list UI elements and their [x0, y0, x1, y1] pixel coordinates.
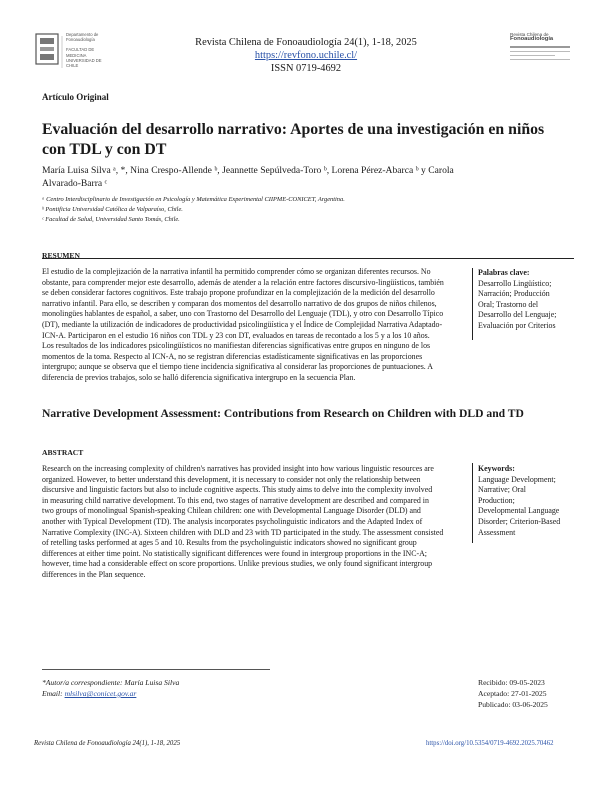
- date-received: Recibido: 09-05-2023: [478, 678, 545, 687]
- keyword: Assessment: [478, 527, 516, 537]
- authors-line: María Luisa Silva ᵃ, *, Nina Crespo-Allende ᵇ, Jeannette Sepúlveda-Toro ᵇ, Lorena Pérez-Abarca ᵇ y Carola: [42, 165, 454, 176]
- article-title: Evaluación del desarrollo narrativo: Aportes de una investigación en niños con TDL y con DT: [42, 121, 545, 158]
- resumen-heading: RESUMEN: [42, 251, 80, 260]
- abstract-line: differences at either time point. No statistically significant differences were found in intergroup proportions in the INC-A;: [42, 548, 428, 558]
- article-type: Artículo Original: [42, 92, 109, 102]
- affiliation: ᶜ Facultad de Salud, Universidad Santo Tomás, Chile.: [42, 216, 180, 223]
- journal-logo: [510, 32, 578, 72]
- email-link[interactable]: mlsilva@conicet.gov.ar: [64, 689, 137, 698]
- abstract-line: se deben considerar factores cognitivos. Este trabajo propone profundizar en la complejización de la medición del desarrollo: [42, 288, 435, 298]
- keyword: Developmental Language: [478, 506, 560, 516]
- article-dates: [478, 677, 548, 710]
- footer-journal: Revista Chilena de Fonoaudiología 24(1), 1-18, 2025: [34, 740, 181, 747]
- abstract-heading: ABSTRACT: [42, 448, 84, 457]
- keywords-title: Palabras clave:: [478, 268, 530, 277]
- journal-name: Revista Chilena de Fonoaudiología 24(1), 1-18, 2025: [195, 37, 417, 48]
- keywords-divider: [472, 463, 473, 543]
- abstract-line: diferencia de previos trabajos, solo se halló diferencia significativa intergrupo en la secuencia Plan.: [42, 372, 356, 382]
- abstract-line: momentos de la toma. Respecto al ICN-A, no se registran diferencias estadísticamente significativas en las proporciones: [42, 351, 423, 361]
- section-divider: [42, 258, 574, 259]
- abstract-line: (DT), mediante la utilización de indicadores de productividad psicolingüística y el Índice de Complejidad Narrativa Adaptado-: [42, 319, 443, 329]
- abstract-line: obstante, para comprender mejor este desarrollo, además de atender a la relación entre factores discursivo-lingüísticos, también: [42, 277, 444, 287]
- logo-line: Fonoaudiología: [66, 37, 95, 43]
- abstract-line: discursive and linguistic factors but also to include cognitive aspects. This study aims to delve into the complexity involved: [42, 485, 433, 495]
- abstract-line: however, time had a considerable effect on score proportions. Unlike previous studies, we only found significant intergroup: [42, 559, 433, 569]
- authors-line: Alvarado-Barra ᶜ: [42, 178, 108, 189]
- abstract-line: Research on the increasing complexity of children's narratives has provided insight into how various linguistic resources are: [42, 464, 434, 473]
- journal-issn: ISSN 0719-4692: [270, 63, 342, 74]
- keywords-box: [478, 464, 574, 538]
- abstract-line: Los resultados de los indicadores psicolingüísticos no manifiestan diferencias significativas entre grupos en ninguno de los: [42, 341, 431, 351]
- abstract-line: ICN-A. Participaron en el estudio 16 niños con TDL y 23 con DT, evaluados en tareas de recontado a los 5 y a los 10 años.: [42, 330, 430, 340]
- palabras-clave-box: [478, 268, 574, 332]
- abstract-line: El estudio de la complejización de la narrativa infantil ha permitido comprender cómo se organizan diferentes recursos. No: [42, 267, 431, 276]
- abstract-line: differences in the Plan sequence.: [42, 569, 146, 579]
- keyword: Oral; Trastorno del: [478, 299, 539, 309]
- abstract-line: of retelling tasks performed at ages 5 and 10. Results from the psycholinguistic indicators showed no significant group: [42, 538, 417, 548]
- date-accepted: Aceptado: 27-01-2025: [478, 689, 547, 698]
- english-title: Narrative Development Assessment: Contributions from Research on Children with DLD and TD: [42, 407, 524, 420]
- abstract-line: intergrupo; aunque se observa que el tiempo tiene incidencia significativa al considerar las proporciones de puntuaciones. A: [42, 362, 433, 372]
- affiliation: ᵇ Pontificia Universidad Católica de Valparaíso, Chile.: [42, 206, 183, 213]
- abstract-line: monolingües hablantes de español, a saber, uno con Trastorno del Desarrollo del Lenguaje (TDL), y otro con Desarrollo Típico: [42, 309, 444, 319]
- abstract-body: [42, 464, 470, 581]
- journal-logo-icon: [510, 46, 570, 70]
- doi-link[interactable]: https://doi.org/10.5354/0719-4692.2025.70462: [426, 740, 554, 747]
- abstract-line: narrativo infantil. Para ello, se describen y comparan dos momentos del desarrollo narrativo de dos grupos de niños chilenos,: [42, 298, 437, 308]
- author-list: [42, 164, 570, 190]
- keyword: Narración; Producción: [478, 289, 550, 299]
- keyword: Disorder; Criterion-Based: [478, 516, 561, 526]
- keyword: Desarrollo Lingüístico;: [478, 278, 552, 288]
- keyword: Desarrollo del Lenguaje;: [478, 310, 557, 320]
- abstract-line: organized. However, to better understand this development, it is necessary to consider not only the relationship between: [42, 474, 421, 484]
- keywords-title: Keywords:: [478, 464, 515, 473]
- journal-header: [150, 36, 462, 75]
- keyword: Evaluación por Criterios: [478, 320, 556, 330]
- keyword: Production;: [478, 495, 515, 505]
- journal-logo-line: Fonoaudiología: [510, 36, 554, 43]
- email-label: Email:: [42, 689, 65, 698]
- abstract-line: two groups of monolingual Spanish-speaking Chilean children: one with Developmental Language Disorder (DLD) and: [42, 506, 421, 516]
- university-logo: [34, 30, 104, 72]
- journal-url-link[interactable]: https://revfono.uchile.cl/: [254, 50, 358, 61]
- logo-line: FACULTAD DE MEDICINA: [66, 47, 95, 58]
- corresponding-author: *Autor/a correspondiente: María Luisa Silva: [42, 678, 180, 687]
- resumen-body: [42, 267, 470, 384]
- correspondence: [42, 677, 179, 699]
- footnote-rule: [42, 669, 270, 670]
- keyword: Language Development;: [478, 474, 556, 484]
- abstract-line: in measuring child narrative development. To this end, two stages of narrative development are described and compared in: [42, 495, 429, 505]
- logo-line: UNIVERSIDAD DE CHILE: [66, 57, 102, 69]
- keywords-divider: [472, 268, 473, 340]
- abstract-line: another with Typical Development (TD). The analysis incorporates psycholinguistic indicators and the Adapted Index of: [42, 516, 423, 526]
- keyword: Narrative; Oral: [478, 485, 526, 495]
- journal-logo-line: Revista Chilena de: [510, 32, 549, 37]
- logo-line: Departamento de: [66, 32, 99, 37]
- date-published: Publicado: 03-06-2025: [478, 700, 548, 709]
- affiliation: ᵃ Centro Interdisciplinario de Investigación en Psicología y Matemática Experimental CIIPME-CONICET, Argentina.: [42, 196, 345, 203]
- abstract-line: Narrative Complexity (INC-A). Sixteen children with DLD and 23 with TD participated in the study. The assessment consisted: [42, 527, 444, 537]
